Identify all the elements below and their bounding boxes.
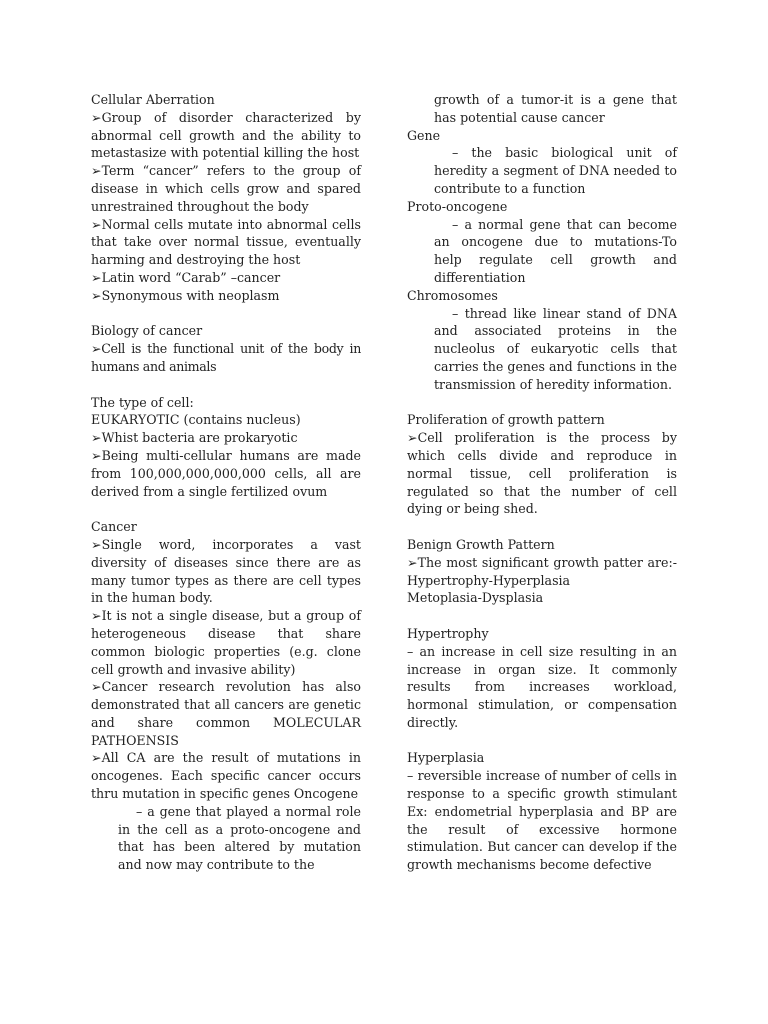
bullet-item: ➢ Single word, incorporates a vast diversity of diseases since there are as many tumor types as there are cell types in the human body. — [91, 536, 361, 607]
section-heading-cancer: Cancer — [91, 519, 137, 535]
bullet-item: ➢ It is not a single disease, but a group of heterogeneous disease that share common biologic properties (e.g. clone cell growth and invasive ability) — [91, 607, 361, 678]
definition-chromosomes: – thread like linear stand of DNA and associated proteins in the nucleolus of eukaryotic cells that carries the genes and functions in the transmission of heredity information. — [434, 305, 677, 392]
right-column — [407, 91, 677, 874]
section-heading-type-of-cell: The type of cell: — [91, 394, 194, 410]
bullet-item: ➢ Whist bacteria are prokaryotic — [91, 429, 361, 447]
definition-proto-oncogene: – a normal gene that can become an oncogene due to mutations-To help regulate cell growth and differentiation — [434, 216, 677, 285]
section-heading-proliferation: Proliferation of growth pattern — [407, 412, 605, 428]
term-chromosomes: Chromosomes — [407, 287, 498, 303]
bullet-item: ➢ Cell is the functional unit of the body in humans and animals — [91, 340, 361, 376]
benign-item-continued: Metoplasia-Dysplasia — [407, 590, 544, 606]
bullet-item: ➢ Normal cells mutate into abnormal cells that take over normal tissue, eventually harming and destroying the host — [91, 216, 361, 269]
bullet-item: ➢ All CA are the result of mutations in oncogenes. Each specific cancer occurs thru mutation in specific genes Oncogene — [91, 749, 361, 802]
section-heading-hypertrophy: Hypertrophy — [407, 625, 489, 641]
bullet-item: ➢ Cell proliferation is the process by which cells divide and reproduce in normal tissue, cell proliferation is regulated so that the number of cell dying or being shed. — [407, 429, 677, 518]
bullet-item: ➢ Group of disorder characterized by abnormal cell growth and the ability to metastasize with potential killing the host — [91, 109, 361, 162]
bullet-item: ➢ Being multi-cellular humans are made from 100,000,000,000,000 cells, all are derived from a single fertilized ovum — [91, 447, 361, 500]
section-heading-biology-of-cancer: Biology of cancer — [91, 323, 203, 339]
bullet-item: ➢ Cancer research revolution has also demonstrated that all cancers are genetic and share common MOLECULAR PATHOENSIS — [91, 678, 361, 749]
definition-oncogene: – a gene that played a normal role in the cell as a proto-oncogene and that has been altered by mutation and now may contribute to the — [118, 803, 361, 873]
term-proto-oncogene: Proto-oncogene — [407, 198, 508, 214]
definition-hypertrophy: – an increase in cell size resulting in an increase in organ size. It commonly results from increases workload, hormonal stimulation, or compensation directly. — [407, 643, 677, 730]
bullet-item: ➢ Term “cancer” refers to the group of disease in which cells grow and spared unrestrained throughout the body — [91, 162, 361, 215]
section-heading-benign-growth-pattern: Benign Growth Pattern — [407, 536, 555, 552]
definition-oncogene-continued: growth of a tumor-it is a gene that has potential cause cancer — [434, 92, 677, 125]
section-heading-hyperplasia: Hyperplasia — [407, 750, 485, 766]
definition-gene: – the basic biological unit of heredity a segment of DNA needed to contribute to a function — [434, 145, 677, 196]
section-heading-cellular-aberration: Cellular Aberration — [91, 92, 215, 107]
subheading-eukaryotic: EUKARYOTIC (contains nucleus) — [91, 412, 301, 428]
bullet-item: ➢ Latin word “Carab” –cancer — [91, 269, 361, 287]
bullet-item: ➢ The most significant growth patter are:-Hypertrophy-Hyperplasia — [407, 554, 677, 590]
bullet-item: ➢ Synonymous with neoplasm — [91, 287, 361, 305]
term-gene: Gene — [407, 127, 441, 143]
definition-hyperplasia: – reversible increase of number of cells in response to a specific growth stimulant Ex: endometrial hyperplasia and BP are the result of excessive hormone stimulation. But cancer can develop if the growth mechanisms become defective — [407, 768, 677, 873]
left-column — [91, 91, 361, 874]
